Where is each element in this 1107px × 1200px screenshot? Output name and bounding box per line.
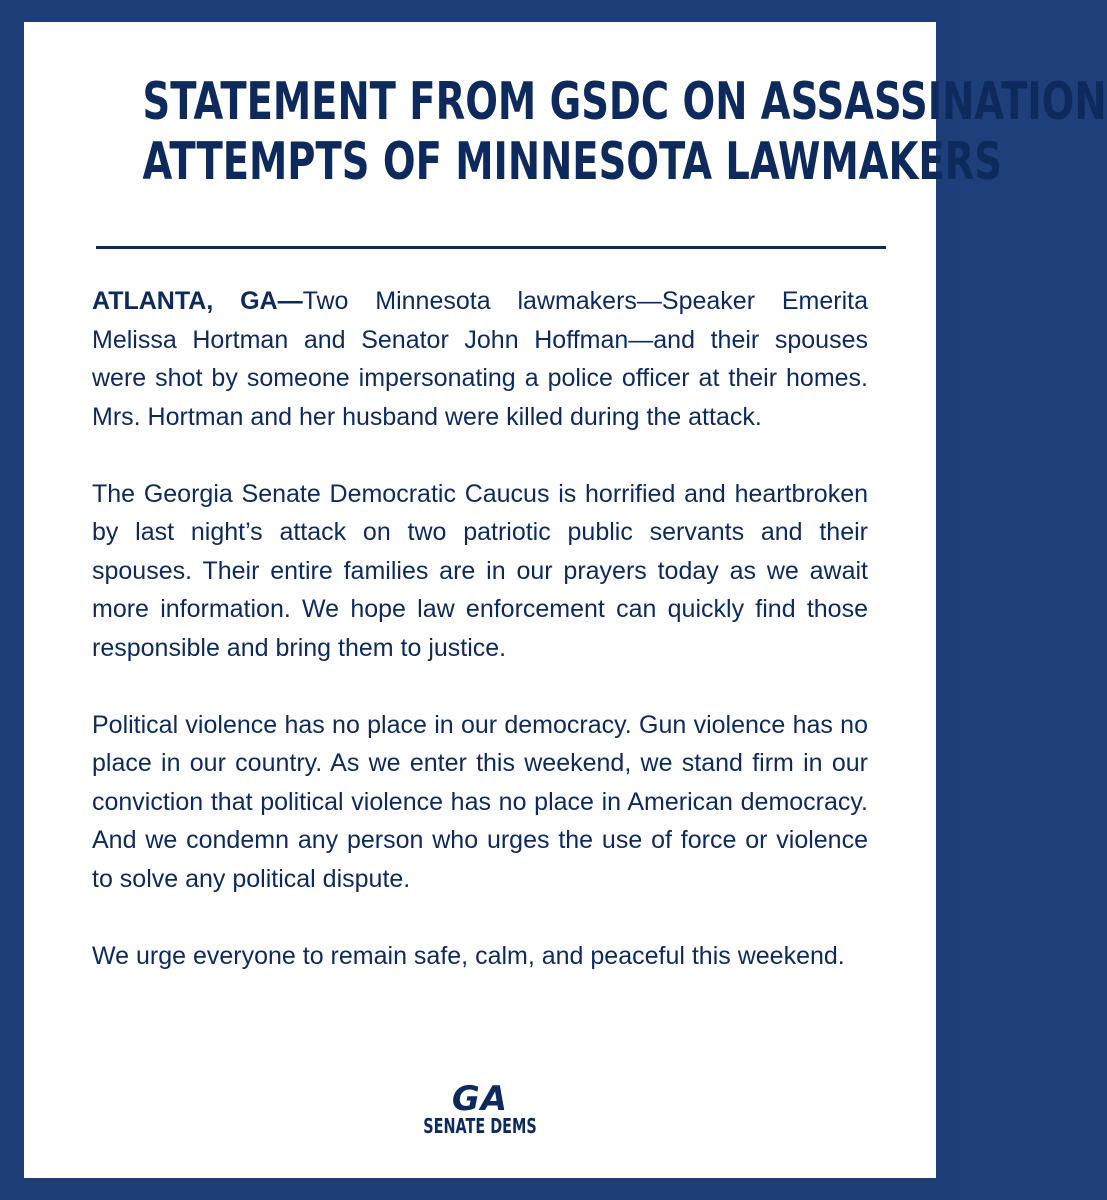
headline — [24, 72, 1107, 192]
headline-line-2: ATTEMPTS OF MINNESOTA LAWMAKERS — [142, 132, 1002, 192]
dateline: ATLANTA, GA— — [92, 287, 303, 315]
logo-subtitle: SENATE DEMS — [423, 1114, 537, 1138]
paragraph-1 — [92, 282, 868, 436]
logo-mark: GA — [451, 1079, 509, 1119]
paragraph-1-text: Two Minnesota lawmakers—Speaker Emerita Melissa Hortman and Senator John Hoffman—and their spouses were shot by someone impersonating a police officer at their homes. Mrs. Hortman and her husband were killed during the attack. — [92, 287, 868, 431]
statement-body — [92, 282, 868, 1014]
divider — [96, 246, 886, 249]
paragraph-2: The Georgia Senate Democratic Caucus is horrified and heartbroken by last night’s attack on two patriotic public servants and their spouses. Their entire families are in our prayers today as we await more information. We hope law enforcement can quickly find those responsible and bring them to justice. — [92, 479, 868, 662]
headline-line-1: STATEMENT FROM GSDC ON ASSASSINATION — [142, 72, 1107, 132]
paragraph-4: We urge everyone to remain safe, calm, and peaceful this weekend. — [92, 941, 845, 970]
statement-card — [24, 22, 1107, 1178]
ga-senate-dems-logo — [400, 1079, 560, 1138]
paragraph-3: Political violence has no place in our democracy. Gun violence has no place in our country. As we enter this weekend, we stand firm in our conviction that political violence has no place in American democracy. And we condemn any person who urges the use of force or violence to solve any political dispute. — [92, 710, 868, 893]
